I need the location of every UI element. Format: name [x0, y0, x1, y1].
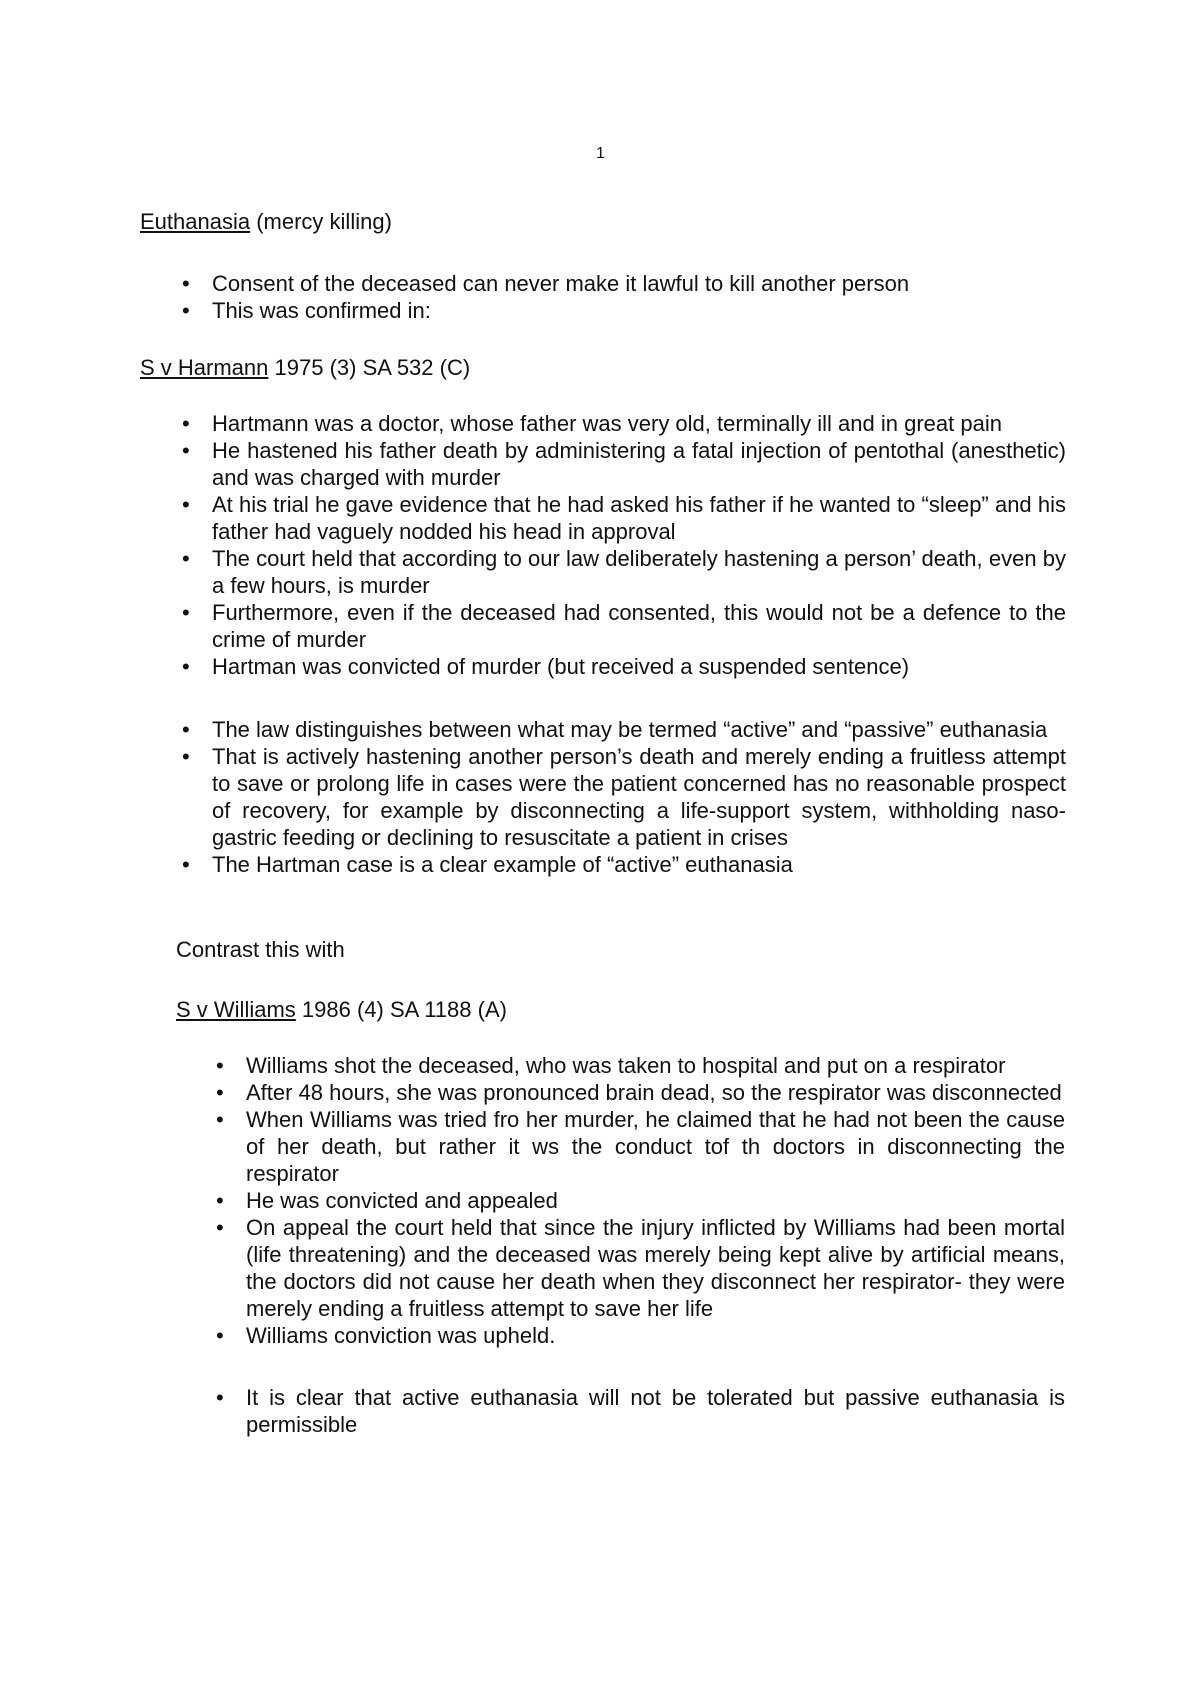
williams-citation: 1986 (4) SA 1188 (A) [301, 997, 507, 1022]
distinction-bullets [176, 716, 1066, 878]
contrast-text: Contrast this with [176, 937, 345, 962]
williams-bullets [210, 1052, 1065, 1349]
euthanasia-subtitle: (mercy killing) [256, 209, 392, 234]
list-item: • He hastened his father death by administering a fatal injection of pentothal (anesthetic) and was charged with murder [176, 437, 1066, 491]
list-item: • The court held that according to our law deliberately hastening a person’ death, even by a few hours, is murder [176, 545, 1066, 599]
euthanasia-heading [140, 208, 392, 235]
williams-case-heading [176, 996, 507, 1023]
page-number: 1 [596, 145, 605, 162]
list-item: • Williams conviction was upheld. [210, 1322, 1065, 1349]
euthanasia-bullets [176, 270, 1026, 324]
list-item: • The law distinguishes between what may be termed “active” and “passive” euthanasia [176, 716, 1066, 743]
list-item: • Hartmann was a doctor, whose father was very old, terminally ill and in great pain [176, 410, 1066, 437]
euthanasia-title: Euthanasia [140, 209, 251, 234]
harmann-case-heading [140, 354, 470, 381]
list-item: • On appeal the court held that since the injury inflicted by Williams had been mortal (life threatening) and the deceased was merely being kept alive by artificial means, the doctors did not cause her death when they disconnect her respirator- they were merely ending a fruitless attempt to save her life [210, 1214, 1065, 1322]
conclusion-bullets [210, 1384, 1065, 1438]
list-item: • At his trial he gave evidence that he had asked his father if he wanted to “sleep” and his father had vaguely nodded his head in approval [176, 491, 1066, 545]
list-item: • It is clear that active euthanasia will not be tolerated but passive euthanasia is permissible [210, 1384, 1065, 1438]
harmann-case-name: S v Harmann [140, 355, 269, 380]
list-item: • Furthermore, even if the deceased had consented, this would not be a defence to the crime of murder [176, 599, 1066, 653]
harmann-citation: 1975 (3) SA 532 (C) [274, 355, 471, 380]
list-item: • After 48 hours, she was pronounced brain dead, so the respirator was disconnected [210, 1079, 1065, 1106]
list-item: • He was convicted and appealed [210, 1187, 1065, 1214]
list-item: • Hartman was convicted of murder (but received a suspended sentence) [176, 653, 1066, 680]
harmann-bullets [176, 410, 1066, 680]
list-item: • This was confirmed in: [176, 297, 1026, 324]
list-item: • The Hartman case is a clear example of “active” euthanasia [176, 851, 1066, 878]
list-item: • Consent of the deceased can never make it lawful to kill another person [176, 270, 1026, 297]
list-item: • Williams shot the deceased, who was taken to hospital and put on a respirator [210, 1052, 1065, 1079]
list-item: • When Williams was tried fro her murder, he claimed that he had not been the cause of her death, but rather it ws the conduct tof th doctors in disconnecting the respirator [210, 1106, 1065, 1187]
list-item: • That is actively hastening another person’s death and merely ending a fruitless attempt to save or prolong life in cases were the patient concerned has no reasonable prospect of recovery, for example by disconnecting a life-support system, withholding naso-gastric feeding or declining to resuscitate a patient in crises [176, 743, 1066, 851]
williams-case-name: S v Williams [176, 997, 296, 1022]
